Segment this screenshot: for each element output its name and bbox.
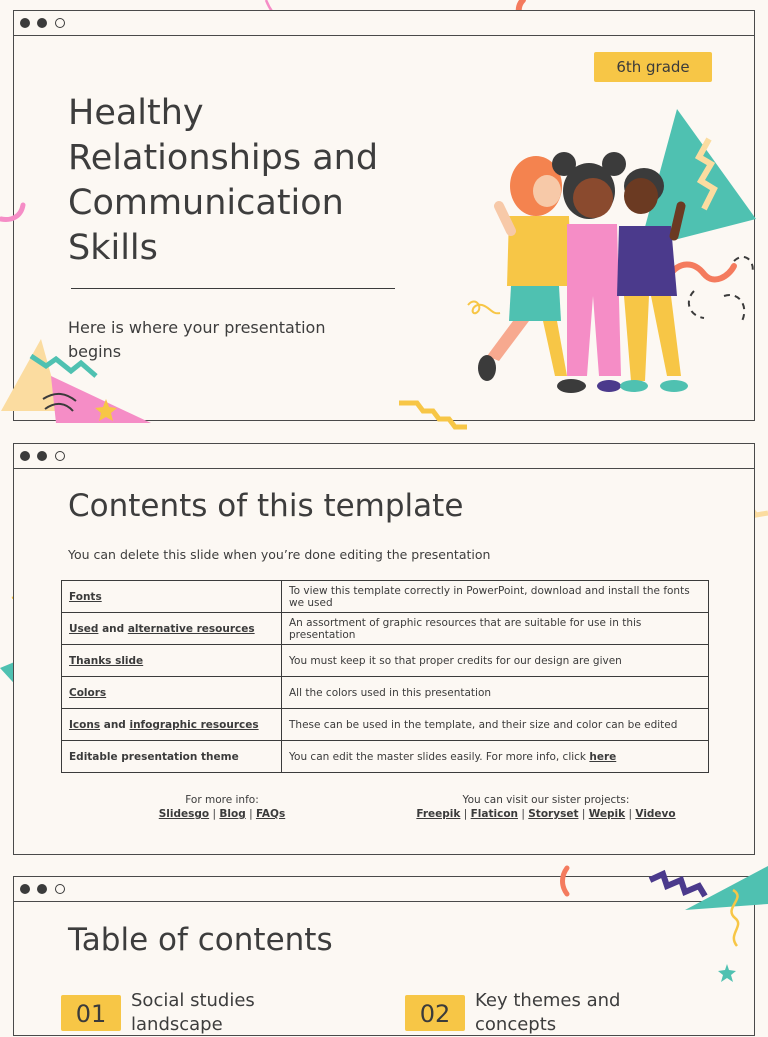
and-text: and (100, 718, 130, 731)
wepik-link[interactable]: Wepik (588, 808, 626, 820)
toc-number: 02 (405, 995, 465, 1031)
pink-curl-decoration (1, 199, 31, 227)
more-info-label: For more info: (185, 794, 259, 806)
toc-title: Table of contents (68, 922, 333, 958)
contents-slide (13, 443, 755, 855)
separator: | (581, 808, 586, 820)
table-cell: Editable presentation theme (62, 741, 282, 773)
table-row (62, 677, 709, 709)
fonts-link[interactable]: Fonts (69, 590, 102, 603)
used-link[interactable]: Used (69, 622, 99, 635)
freepik-link[interactable]: Freepik (416, 808, 461, 820)
thanks-slide-link[interactable]: Thanks slide (69, 654, 144, 667)
faqs-link[interactable]: FAQs (255, 808, 286, 820)
separator: | (463, 808, 468, 820)
table-row (62, 709, 709, 741)
table-row (62, 645, 709, 677)
alternative-resources-link[interactable]: alternative resources (127, 622, 255, 635)
table-row (62, 581, 709, 613)
separator: | (628, 808, 633, 820)
colors-link[interactable]: Colors (69, 686, 107, 699)
window-dot-outline-icon (55, 884, 65, 894)
table-cell: An assortment of graphic resources that are suitable for use in this presentation (282, 613, 709, 645)
table-cell: To view this template correctly in PowerPoint, download and install the fonts we used (282, 581, 709, 613)
separator: | (249, 808, 253, 820)
window-bar (14, 11, 754, 36)
title-divider (71, 288, 395, 289)
here-link[interactable]: here (589, 750, 617, 763)
kids-illustration (459, 136, 689, 391)
presentation-title: Healthy Relationships and Communication Skills (68, 93, 379, 268)
sister-projects-label: You can visit our sister projects: (462, 794, 630, 806)
window-dot-outline-icon (55, 451, 65, 461)
table-row (62, 741, 709, 773)
separator: | (212, 808, 217, 820)
and-text: and (98, 622, 128, 635)
table-cell-text: You can edit the master slides easily. For more info, click (289, 750, 590, 763)
table-row (62, 613, 709, 645)
table-cell: You must keep it so that proper credits for our design are given (282, 645, 709, 677)
blog-link[interactable]: Blog (219, 808, 246, 820)
window-dot-outline-icon (55, 18, 65, 28)
corner-shapes-decoration (1, 331, 161, 426)
window-dot-icon (20, 884, 30, 894)
contents-title: Contents of this template (68, 488, 464, 524)
flaticon-link[interactable]: Flaticon (470, 808, 519, 820)
yellow-zigzag-decoration (399, 399, 469, 429)
toc-item-label: Social studies landscape (131, 990, 255, 1035)
icons-link[interactable]: Icons (69, 718, 101, 731)
window-bar (14, 444, 754, 469)
storyset-link[interactable]: Storyset (528, 808, 579, 820)
table-cell: These can be used in the template, and their size and color can be edited (282, 709, 709, 741)
contents-subtitle: You can delete this slide when you’re done editing the presentation (68, 547, 491, 562)
title-slide (13, 10, 755, 421)
presentation-subtitle: Here is where your presentation begins (68, 318, 326, 361)
window-dot-icon (37, 18, 47, 28)
toc-confetti-decoration (555, 862, 768, 987)
more-info-block (132, 793, 312, 821)
window-dot-icon (20, 451, 30, 461)
sister-projects-block (386, 793, 706, 821)
toc-number: 01 (61, 995, 121, 1031)
window-dot-icon (37, 451, 47, 461)
window-dot-icon (20, 18, 30, 28)
toc-item-label: Key themes and concepts (475, 990, 621, 1035)
infographic-resources-link[interactable]: infographic resources (129, 718, 259, 731)
table-cell: All the colors used in this presentation (282, 677, 709, 709)
videvo-link[interactable]: Videvo (635, 808, 676, 820)
contents-table (61, 580, 709, 773)
slidesgo-link[interactable]: Slidesgo (158, 808, 210, 820)
separator: | (521, 808, 525, 820)
grade-badge: 6th grade (594, 52, 712, 82)
window-dot-icon (37, 884, 47, 894)
